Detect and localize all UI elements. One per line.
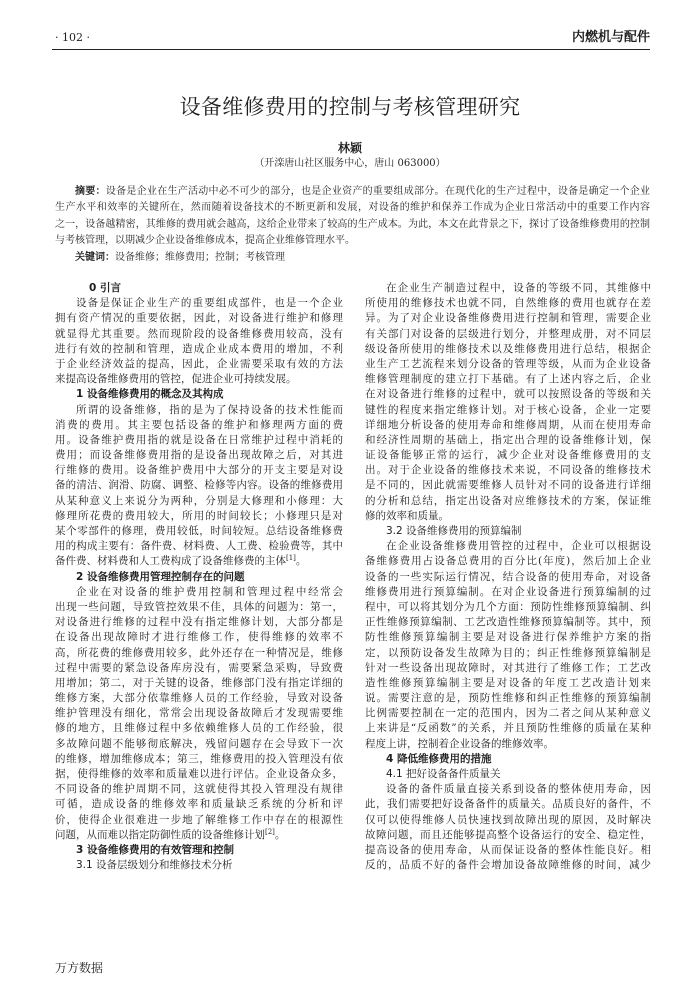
text-line: 某个零部件的修理，费用较低，时间较短。总结设备维修费: [55, 525, 343, 537]
text-line: 和经济性周期的基础上，指定出合理的设备维修计划，保: [365, 433, 651, 446]
subsection-heading: 3.1 设备层级划分和维修技术分析: [76, 859, 233, 872]
right-column: [365, 281, 651, 873]
text-line: 不同设备的维护周期不同，这就使得其投入管理没有规律: [55, 783, 343, 796]
text-line: 级设备所使用的维修技术以及维修费用进行总结，根据企: [365, 342, 651, 355]
abstract-line: 与考核管理，以期减少企业设备维修成本，提高企业维修管理水平。: [55, 235, 355, 247]
text-line: 所谓的设备维修，指的是为了保持设备的技术性能而: [76, 403, 343, 416]
text-line: 有关部门对设备的层级进行划分，并整理成册，对不同层: [365, 327, 651, 340]
paragraph: [365, 539, 651, 752]
text-line: 据，使得维修的效率和质量难以进行评估。企业设备众多，: [55, 768, 343, 780]
text-line: 用的构成主要有：备件费、材料费、人工费、检验费等，其中: [55, 540, 343, 553]
text-line: 维修费用进行预算编制。在对企业设备进行预算编制的过: [365, 585, 651, 598]
text-line: 提高设备的使用寿命，从而保证设备的整体性能良好。相: [365, 843, 651, 856]
text-line: 高，所花费的维修费用较多，此外还存在一种情况是，维修: [55, 646, 343, 659]
text-line: 在对设备进行维修的过程中，就可以按照设备的等级和关: [365, 388, 651, 401]
text-line: 正性维修预算编制、工艺改造性维修预算编制等。其中，预: [365, 616, 651, 629]
abstract-text: 设备是企业在生产活动中必不可少的部分，也是企业资产的重要组成部分。在现代化的生产过程中，设备是确定一个企业: [105, 186, 651, 197]
text-line: 备的清洁、润滑、防腐、调整、检修等内容。设备的维修费用: [55, 479, 343, 492]
text-line: 价，使得企业很难进一步地了解维修工作中存在的根源性: [55, 813, 343, 826]
text-line: 修理所花费的费用较大，所用的时间较长；小修理只是对: [55, 509, 343, 522]
text-line: 在设备出现故障时才进行维修工作，使得维修的效率不: [55, 631, 343, 644]
text-line: 可循，造成设备的维修效率和质量缺乏系统的分析和评: [55, 798, 343, 811]
paragraph: [55, 403, 343, 570]
text-line: 反的，品质不好的备件会增加设备故障维修的时间，减少: [365, 859, 651, 872]
abstract-line: [55, 184, 650, 200]
abstract-line: 之一，设备越精密，其维修的费用就会越高，这给企业带来了较高的生产成本。为此，本文在此背景之下，探讨了设备维修费用的控制: [55, 218, 650, 230]
text-line: 仅可以使得维修人员快速找到故障出现的原因，及时解决: [365, 813, 651, 826]
citation-ref: [1]: [286, 554, 296, 563]
text-line: 来提高设备维修费用的管控，促进企业可持续发展。: [55, 373, 297, 386]
text-line: 消费的费用。其主要包括设备的维护和修理两方面的费: [55, 418, 343, 431]
text-line: 业生产工艺流程来划分设备的管理等级，从而为企业设备: [365, 357, 651, 370]
text-segment: 。: [274, 828, 286, 841]
text-line: 费用；而设备维修费用指的是设备出现故障之后，对其进: [55, 449, 343, 462]
header-rule: [52, 49, 650, 50]
footer-watermark: 万方数据: [55, 961, 104, 975]
text-line: 修的地方，且维修过程中多依赖维修人员的工作经验，很: [55, 722, 343, 735]
text-line: 此，我们需要把好设备备件的质量关。品质良好的备件，不: [365, 798, 651, 811]
text-line: 键性的程度来指定维修计划。对于核心设备，企业一定要: [365, 403, 651, 416]
text-line: 设备的一些实际运行情况，结合设备的使用寿命，对设备: [365, 570, 651, 583]
paragraph: [55, 296, 343, 387]
keywords: [55, 250, 650, 266]
abstract-line: 生产水平和效率的关键所在，然而随着设备技术的不断更新和发展，对设备的维护和保养工作成为企业日常活动中的重要工作内容: [55, 202, 650, 214]
text-line: 从某种意义上来说分为两种，分别是大修理和小修理：大: [55, 494, 343, 507]
section-heading: 4 降低维修费用的措施: [386, 752, 492, 765]
text-line: 出现一些问题，导致管控效果不佳，具体的问题为：第一，: [55, 600, 343, 613]
text-line: 针对一些设备出现故障时，对其进行了维修工作；工艺改: [365, 661, 651, 674]
text-segment: 问题，从而难以指定防御性质的设备维修计划: [55, 828, 265, 841]
text-line: 备维修费用占设备总费用的百分比(年度)，然后加上企业: [365, 555, 651, 568]
text-line: 过程中需要的紧急设备库房没有，需要紧急采购，导致费: [55, 661, 343, 674]
citation-ref: [2]: [265, 827, 275, 836]
text-line: [55, 554, 343, 569]
text-line: 维护管理没有细化，常常会出现设备故障后才发现需要维: [55, 707, 343, 720]
page-number: · 102 ·: [55, 31, 90, 44]
text-line: 的维修，增加维修成本；第三，维修费用的投入管理没有依: [55, 752, 343, 765]
text-line: 设备是保证企业生产的重要组成部件，也是一个企业: [76, 297, 343, 310]
text-line: 进行有效的控制和管理，造成企业成本费用的增加，不利: [55, 342, 343, 355]
journal-name: 内燃机与配件: [571, 30, 650, 45]
text-line: 证设备能够正常的运行，减少企业对设备维修费用的支: [365, 449, 651, 462]
text-line: 是不同的，因此就需要维修人员针对不同的设备进行详细: [365, 479, 651, 492]
text-line: 说。需要注意的是，预防性维修和纠正性维修的预算编制: [365, 692, 651, 705]
paragraph: [365, 281, 651, 524]
text-line: 在企业生产制造过程中，设备的等级不同，其维修中: [386, 282, 651, 294]
text-line: 故障问题，而且还能够提高整个设备运行的安全、稳定性，: [365, 828, 651, 841]
text-line: 用。设备维护费用指的就是设备在日常维护过程中消耗的: [55, 433, 343, 446]
text-line: 防性维修预算编制主要是对设备进行保养维护方案的指: [365, 631, 651, 644]
text-line: 的分析和总结，指定出设备对应维修技术的方案，保证维: [365, 494, 651, 507]
text-line: 多故障问题不能够彻底解决，残留问题存在会导致下一次: [55, 737, 343, 750]
text-line: 对设备进行维修的过程中没有指定维修计划，大部分都是: [55, 616, 343, 629]
author-name: 林颖: [337, 141, 362, 155]
text-line: 维修方案，大部分依靠维修人员的工作经验，导致对设备: [55, 692, 343, 705]
section-heading: 0 引言: [89, 282, 121, 294]
subsection-heading: 3.2 设备维修费用的预算编制: [386, 525, 522, 537]
text-line: 定，以预防设备发生故障为目的；纠正性维修预算编制是: [365, 646, 651, 659]
text-line: 维修管理制度的建立打下基础。有了上述内容之后，企业: [365, 373, 651, 386]
abstract-label: 摘要：: [75, 186, 106, 197]
text-line: 上来讲是“反函数”的关系，并且预防性维修的质量在某种: [365, 722, 651, 735]
text-line: 详细地分析设备的使用寿命和维修周期，从而在使用寿命: [365, 418, 651, 431]
author-affiliation: （开滦唐山社区服务中心，唐山 063000）: [254, 158, 446, 169]
text-line: 所使用的维修技术也就不同，自然维修的费用也就存在差: [365, 297, 651, 310]
article-title: 设备维修费用的控制与考核管理研究: [179, 95, 521, 119]
subsection-heading: 4.1 把好设备备件质量关: [386, 768, 501, 780]
text-line: 程中，可以将其划分为几个方面：预防性维修预算编制、纠: [365, 600, 651, 613]
keywords-text: 设备维修；维修费用；控制；考核管理: [115, 251, 285, 263]
paragraph: [365, 782, 651, 873]
text-line: 比例需要控制在一定的范围内，因为二者之间从某种意义: [365, 707, 651, 720]
text-line: 造性维修预算编制主要是对设备的年度工艺改造计划来: [365, 676, 651, 689]
section-heading: 2 设备维修费用管理控制存在的问题: [76, 570, 245, 583]
keywords-label: 关键词：: [75, 251, 115, 263]
abstract: [55, 184, 650, 266]
text-line: 行维修的费用。设备维护费用中大部分的开支主要是对设: [55, 464, 343, 477]
text-line: 异。为了对企业设备维修费用进行控制和管理，需要企业: [365, 312, 651, 325]
text-segment: 备件费、材料费和人工费构成了设备维修费的主体: [55, 555, 286, 568]
paragraph: [55, 585, 343, 843]
text-line: 就显得尤其重要。然而现阶段的设备维修费用较高，没有: [55, 327, 343, 340]
left-column: [55, 281, 343, 873]
text-line: 设备的备件质量直接关系到设备的整体使用寿命，因: [386, 783, 651, 796]
text-line: 在企业设备维修费用管控的过程中，企业可以根据设: [386, 540, 651, 553]
text-line: 企业在对设备的维护费用控制和管理过程中经常会: [76, 585, 343, 598]
text-line: 程度上讲，控制着企业设备的维修效率。: [365, 737, 554, 750]
text-line: 拥有资产情况的重要依据，因此，对设备进行维护和修理: [55, 312, 343, 325]
text-segment: 。: [295, 555, 307, 568]
text-line: 用增加；第二，对于关键的设备，维修部门没有指定详细的: [55, 676, 343, 689]
section-heading: 3 设备维修费用的有效管理和控制: [76, 843, 234, 856]
text-line: [55, 828, 343, 843]
text-line: 修的效率和质量。: [365, 509, 449, 522]
text-line: 于企业经济效益的提高，因此，企业需要采取有效的方法: [55, 357, 343, 370]
text-line: 出。对于企业设备的维修技术来说，不同设备的维修技术: [365, 464, 651, 477]
section-heading: 1 设备维修费用的概念及其构成: [76, 388, 224, 401]
